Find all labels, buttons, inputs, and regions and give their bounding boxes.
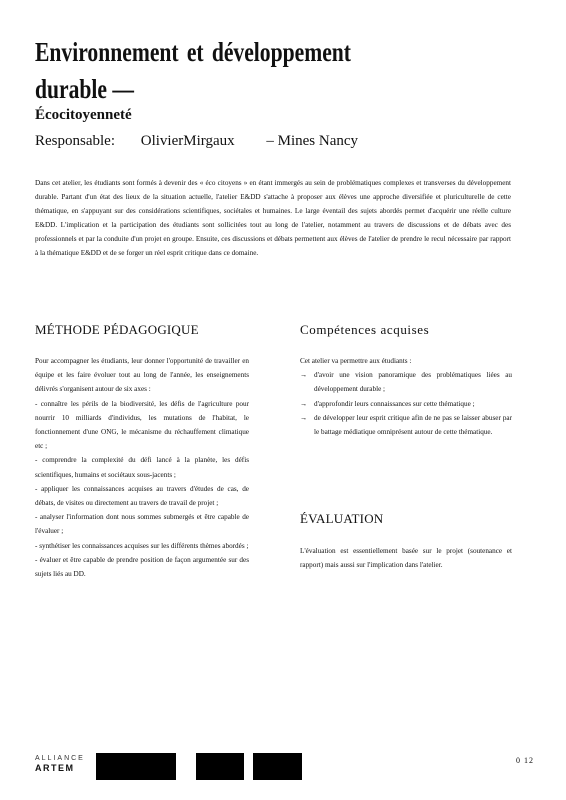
competences-item-text: de développer leur esprit critique afin de ne pas se laisser abuser par le battage médiatique omniprésent autour de cette thématique. <box>314 413 512 437</box>
page-number: 0 12 <box>516 756 534 765</box>
responsable-label: Responsable: <box>35 133 115 149</box>
title-word-environnement: Environnement <box>35 37 179 67</box>
alliance-artem-logo <box>35 755 85 773</box>
competences-list <box>300 368 512 439</box>
methode-item: - comprendre la complexité du défi lancé à la planète, les défis scientifiques, humains et sociétaux sous-jacents ; <box>35 456 249 479</box>
competences-item <box>300 368 512 396</box>
competences-item <box>300 397 512 411</box>
responsable-org: – Mines Nancy <box>266 133 359 149</box>
competences-item-text: d'approfondir leurs connaissances sur cette thématique ; <box>314 399 475 408</box>
logo-bottom-text: ARTEM <box>35 763 75 773</box>
methode-item: - synthétiser les connaissances acquises sur les différents thèmes abordés ; <box>35 541 249 550</box>
competences-item-text: d'avoir une vision panoramique des problématiques liées au développement durable ; <box>314 371 512 394</box>
competences-section <box>300 354 512 439</box>
footer-black-block <box>96 753 176 780</box>
responsable-line <box>35 133 358 150</box>
arrow-right-icon: → <box>300 371 308 380</box>
methode-section <box>35 354 249 581</box>
arrow-right-icon: → <box>300 399 308 408</box>
title-word-et: et <box>186 37 204 67</box>
subtitle: Écocitoyenneté <box>35 107 132 123</box>
logo-top-text: ALLIANCE <box>35 755 85 762</box>
methode-item: - connaître les périls de la biodiversité, les défis de l'agriculture pour nourrir 10 milliards d'individus, les mutations de l'habitat, le fonctionnement d'une ONG, le mécanisme du réchauffement climatique etc ; <box>35 399 249 451</box>
arrow-right-icon: → <box>300 413 308 422</box>
methode-item: - évaluer et être capable de prendre position de façon argumentée sur des sujets liés au DD. <box>35 555 249 579</box>
methode-item: - appliquer les connaissances acquises au travers d'études de cas, de débats, de visites ou directement au travers de travail de projet ; <box>35 484 249 508</box>
methode-item: - analyser l'information dont nous sommes submergés et être capable de l'évaluer ; <box>35 513 249 536</box>
methode-heading: MÉTHODE PÉDAGOGIQUE <box>35 322 199 337</box>
responsable-name: OlivierMirgaux <box>140 133 235 149</box>
competences-heading: Compétences acquises <box>300 322 430 337</box>
footer-black-block <box>196 753 244 780</box>
title-word-developpement: développement <box>211 37 351 67</box>
footer-black-block <box>253 753 302 780</box>
evaluation-heading: ÉVALUATION <box>300 511 384 526</box>
page-title <box>35 34 351 108</box>
title-line-durable: durable — <box>35 74 135 104</box>
evaluation-text: L'évaluation est essentiellement basée sur le projet (soutenance et rapport) mais aussi sur l'implication dans l'atelier. <box>300 547 512 570</box>
competences-item <box>300 411 512 439</box>
competences-intro: Cet atelier va permettre aux étudiants : <box>300 357 412 365</box>
intro-paragraph: Dans cet atelier, les étudiants sont formés à devenir des « éco citoyens » en étant immergés au sein de problématiques complexes et transverses du développement durable. Partant d'un état des lieux de la situation actuelle, l'atelier E&DD s'attache à proposer aux élèves une approche diversifiée et pluriculturelle de cette thématique, en s'appuyant sur des considérations scientifiques, sociétales et humaines. Le large éventail des sujets abordés permet d'acquérir une réelle culture E&DD. L'implication et la participation des étudiants sont sollicitées tout au long de l'atelier, notamment au travers de discussions et de débats avec des professionnels et par la conduite d'un projet en groupe. Ensuite, ces discussions et débats permettent aux élèves de l'atelier de prendre le recul nécessaire par rapport à la thématique E&DD et de se forger un réel esprit critique dans ce domaine. <box>35 179 511 258</box>
methode-intro: Pour accompagner les étudiants, leur donner l'opportunité de travailler en équipe et les faire évoluer tout au long de l'année, les enseignements délivrés s'organisent autour de six axes : <box>35 357 249 394</box>
